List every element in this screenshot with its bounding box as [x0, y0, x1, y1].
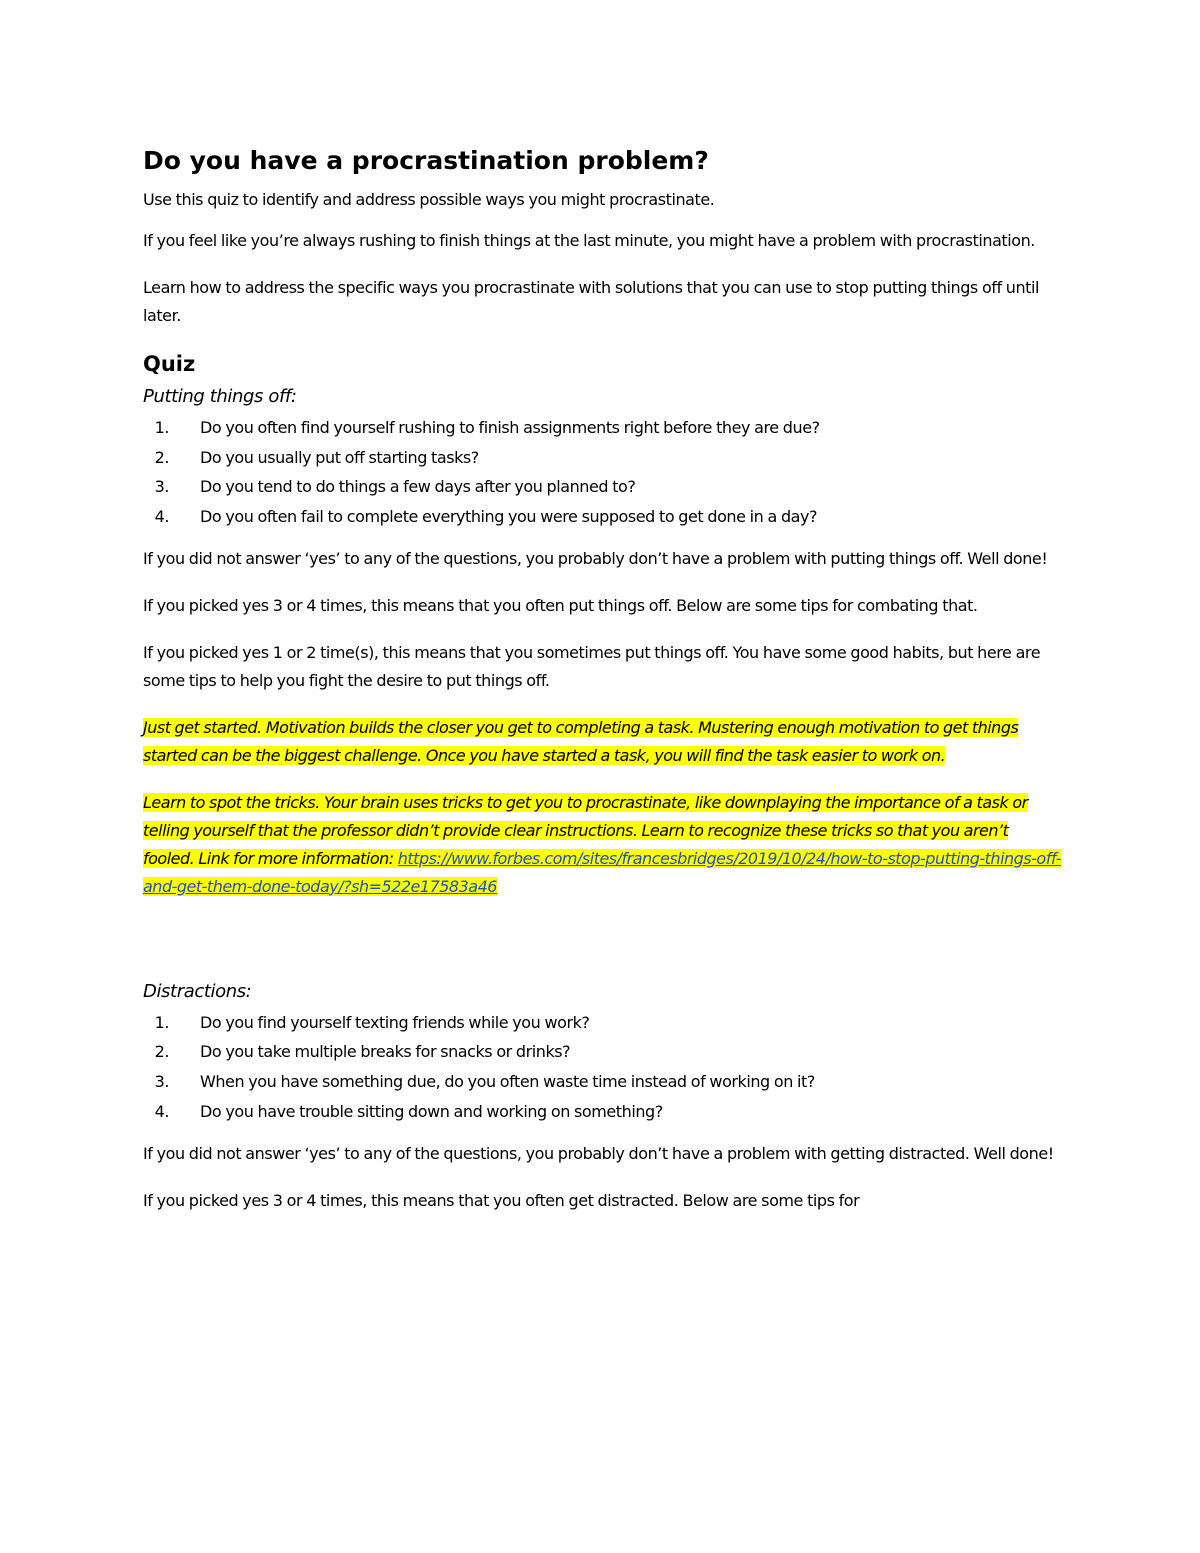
forbes-link[interactable]: https://www.forbes.com/sites/francesbridges/2019/10/24/how-to-stop-putting-things-off-and-get-them-done-today/?sh=522e17583a46	[143, 848, 1061, 896]
result-paragraph-sometimes: If you picked yes 1 or 2 time(s), this means that you sometimes put things off. You have some good habits, but here are some tips to help you fight the desire to put things off.	[143, 642, 1041, 690]
list-item: 4. Do you often fail to complete everything you were supposed to get done in a day?	[154, 507, 818, 527]
result-paragraph-none: If you did not answer ‘yes’ to any of the questions, you probably don’t have a problem with putting things off. Well done!	[143, 548, 1048, 568]
list-item: 1. Do you find yourself texting friends while you work?	[154, 1012, 590, 1032]
list-item: 2. Do you take multiple breaks for snacks or drinks?	[154, 1042, 571, 1062]
tip-spot-the-tricks: Learn to spot the tricks. Your brain uses tricks to get you to procrastinate, like downplaying the importance of a task or telling yourself that the professor didn’t provide clear instructions. Learn to recognize these tricks so that you aren’t fooled. Link for more information: https://www.forbes.com/sites/francesbridges/2019/10/24/how-to-stop-putting-things-off-and-get-them-done-today/?sh=522e17583a46	[143, 792, 1061, 896]
distraction-result-none: If you did not answer ‘yes’ to any of the questions, you probably don’t have a problem with getting distracted. Well done!	[143, 1143, 1054, 1163]
list-item: 2. Do you usually put off starting tasks?	[154, 447, 479, 467]
quiz-heading: Quiz	[143, 352, 196, 376]
section-heading-distractions: Distractions:	[143, 980, 252, 1002]
intro-paragraph-2: If you feel like you’re always rushing to finish things at the last minute, you might have a problem with procrastination.	[143, 231, 1035, 250]
intro-paragraph-1: Use this quiz to identify and address possible ways you might procrastinate.	[143, 190, 715, 209]
distraction-result-often: If you picked yes 3 or 4 times, this means that you often get distracted. Below are some tips for	[143, 1190, 860, 1210]
list-item: 3. Do you tend to do things a few days after you planned to?	[154, 477, 636, 497]
list-item: 4. Do you have trouble sitting down and working on something?	[154, 1101, 663, 1121]
section-heading-putting-things-off: Putting things off:	[143, 386, 297, 407]
intro-paragraph-3: Learn how to address the specific ways you procrastinate with solutions that you can use to stop putting things off until later.	[143, 278, 1039, 325]
document-page	[143, 138, 1063, 1215]
putting-things-off-questions	[143, 413, 1063, 532]
list-item: 1. Do you often find yourself rushing to finish assignments right before they are due?	[154, 418, 820, 437]
tip-just-get-started: Just get started. Motivation builds the closer you get to completing a task. Mustering enough motivation to get things started can be the biggest challenge. Once you have started a task, you will find the task easier to work on.	[143, 717, 1019, 765]
list-item: 3. When you have something due, do you often waste time instead of working on it?	[154, 1072, 815, 1092]
page-title: Do you have a procrastination problem?	[143, 146, 709, 175]
distractions-questions	[143, 1008, 1063, 1127]
result-paragraph-often: If you picked yes 3 or 4 times, this means that you often put things off. Below are some tips for combating that.	[143, 595, 978, 615]
